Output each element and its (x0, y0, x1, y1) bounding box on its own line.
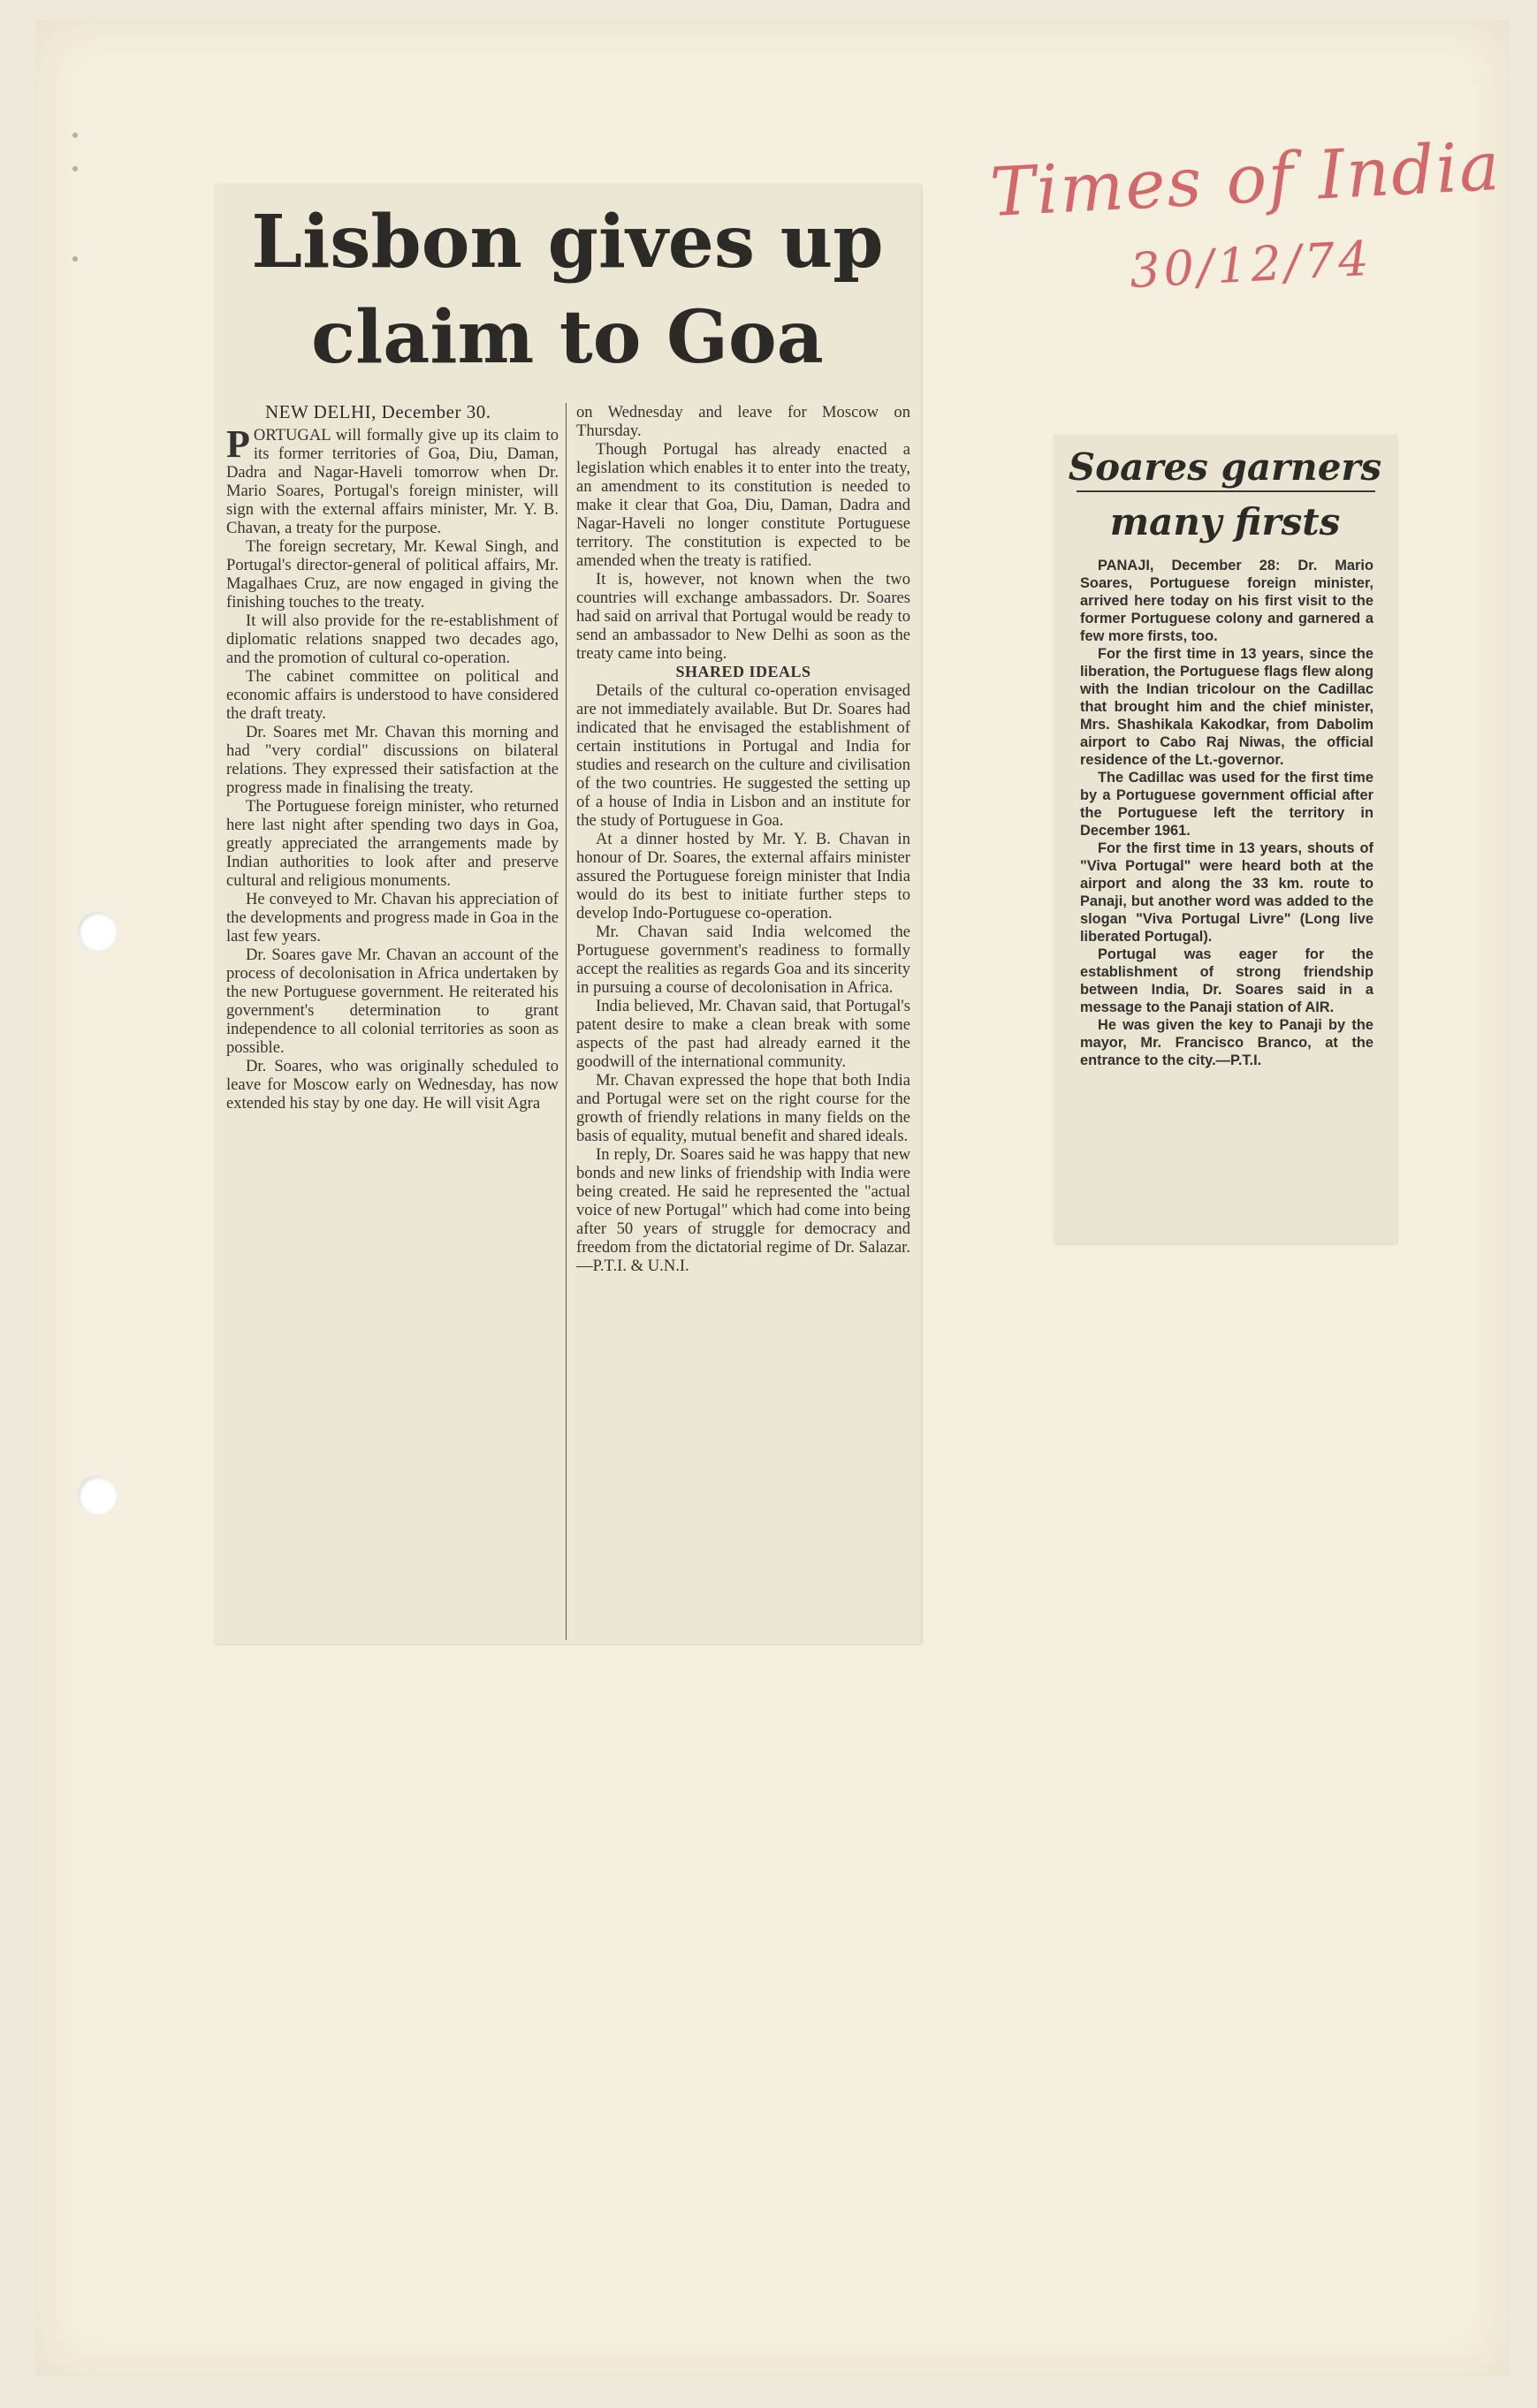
drop-cap: P (226, 426, 250, 466)
side-headline-line-1: Soares garners (1068, 445, 1382, 489)
section-subhead: SHARED IDEALS (675, 663, 811, 680)
article-paragraph: India believed, Mr. Chavan said, that Portugal's patent desire to make a clean break with some aspects of the past had already earned it the goodwill of the international community. (576, 997, 910, 1071)
side-article-clipping (1054, 435, 1396, 1243)
punch-hole-upper (78, 912, 117, 951)
article-column-2 (576, 403, 910, 1631)
article-paragraph: In reply, Dr. Soares said he was happy that new bonds and new links of friendship with India were being created. He said he represented the "actual voice of new Portugal" which had come into being after 50 years of struggle for democracy and freedom from the dictatorial regime of Dr. Salazar.—P.T.I. & U.N.I. (576, 1145, 910, 1275)
article-paragraph: It is, however, not known when the two countries will exchange ambassadors. Dr. Soares had said on arrival that Portugal would be ready to send an ambassador to New Delhi as soon as the treaty came into being. (576, 570, 910, 663)
article-column-1 (226, 426, 559, 1539)
article-paragraph: on Wednesday and leave for Moscow on Thursday. (576, 403, 910, 440)
article-paragraph: The Portuguese foreign minister, who returned here last night after spending two days in Goa, greatly appreciated the arrangements made by Indian authorities to look after and preserve cultural and religious monuments. (226, 797, 559, 890)
article-paragraph: For the first time in 13 years, shouts of "Viva Portugal" were heard both at the airport and along the 33 km. route to Panaji, but another word was added to the slogan "Viva Portugal Livre" (Long live liberated Portugal). (1080, 840, 1373, 945)
pin-mark (72, 256, 78, 262)
article-paragraph: PORTUGAL will formally give up its claim to its former territories of Goa, Diu, Daman, Dadra and Nagar-Haveli tomorrow when Dr. Mario Soares, Portugal's foreign minister, will sign with the external affairs minister, Mr. Y. B. Chavan, a treaty for the purpose. (226, 426, 559, 537)
article-paragraph: Mr. Chavan expressed the hope that both India and Portugal were set on the right course for the growth of friendly relations in many fields on the basis of equality, mutual benefit and shared ideals. (576, 1071, 910, 1145)
article-paragraph: The cabinet committee on political and economic affairs is understood to have considered the draft treaty. (226, 667, 559, 723)
headline-rule (1077, 490, 1375, 492)
article-paragraph: Details of the cultural co-operation envisaged are not immediately available. But Dr. Soares had indicated that he envisaged the establishment of certain institutions in Portugal and India for studies and research on the culture and civilisation of the two countries. He suggested the setting up of a house of India in Lisbon and an institute for the study of Portuguese in Goa. (576, 681, 910, 830)
article-paragraph: Dr. Soares met Mr. Chavan this morning and had "very cordial" discussions on bilateral relations. They expressed their satisfaction at the progress made in finalising the treaty. (226, 723, 559, 797)
article-paragraph: At a dinner hosted by Mr. Y. B. Chavan in honour of Dr. Soares, the external affairs minister assured the Portuguese foreign minister that India would do its best to initiate further steps to develop Indo-Portuguese co-operation. (576, 830, 910, 923)
article-paragraph: The foreign secretary, Mr. Kewal Singh, and Portugal's director-general of political affairs, Mr. Magalhaes Cruz, are now engaged in giving the finishing touches to the treaty. (226, 537, 559, 611)
article-paragraph: He conveyed to Mr. Chavan his appreciation of the developments and progress made in Goa in the last few years. (226, 890, 559, 946)
article-paragraph: PANAJI, December 28: Dr. Mario Soares, Portuguese foreign minister, arrived here today on his first visit to the former Portuguese colony and garnered a few more firsts, too. (1080, 558, 1373, 644)
article-paragraph: Dr. Soares gave Mr. Chavan an account of the process of decolonisation in Africa undertaken by the new Portuguese government. He reiterated his government's determination to grant independence to all colonial territories as soon as possible. (226, 946, 559, 1057)
article-paragraph: He was given the key to Panaji by the mayor, Mr. Francisco Branco, at the entrance to the city.—P.T.I. (1080, 1017, 1373, 1068)
article-paragraph: Though Portugal has already enacted a legislation which enables it to enter into the treaty, an amendment to its constitution is needed to make it clear that Goa, Diu, Daman, Dadra and Nagar-Haveli no longer constitute Portuguese territory. The constitution is expected to be amended when the treaty is ratified. (576, 440, 910, 570)
side-article-body (1080, 557, 1373, 1237)
article-paragraph: The Cadillac was used for the first time by a Portuguese government official after the Portuguese left the territory in December 1961. (1080, 770, 1373, 839)
side-headline (1054, 440, 1396, 550)
punch-hole-lower (78, 1476, 117, 1515)
pin-mark (72, 166, 78, 171)
side-headline-line-2: many firsts (1109, 500, 1341, 543)
column-divider (566, 403, 567, 1640)
pin-mark (72, 133, 78, 138)
headline-line-2: claim to Goa (311, 295, 824, 380)
article-paragraph: Portugal was eager for the establishment of strong friendship between India, Dr. Soares said in a message to the Panaji station of AIR. (1080, 946, 1373, 1015)
main-headline (214, 194, 921, 385)
article-paragraph: It will also provide for the re-establishment of diplomatic relations snapped two decades ago, and the promotion of cultural co-operation. (226, 611, 559, 667)
handwritten-publication: Times of India (988, 125, 1503, 232)
handwritten-date: 30/12/74 (1128, 230, 1373, 300)
article-dateline: NEW DELHI, December 30. (265, 401, 491, 422)
article-paragraph: For the first time in 13 years, since the liberation, the Portuguese flags flew along with the Indian tricolour on the Cadillac that brought him and the chief minister, Mrs. Shashikala Kakodkar, from Dabolim airport to Cabo Raj Niwas, the official residence of the Lt.-governor. (1080, 646, 1373, 768)
article-paragraph: Mr. Chavan said India welcomed the Portuguese government's readiness to formally accept the realities as regards Goa and its sincerity in pursuing a course of decolonisation in Africa. (576, 923, 910, 997)
article-paragraph: Dr. Soares, who was originally scheduled to leave for Moscow early on Wednesday, has now extended his stay by one day. He will visit Agra (226, 1057, 559, 1113)
main-article-clipping (214, 184, 921, 1644)
headline-line-1: Lisbon gives up (251, 200, 884, 285)
